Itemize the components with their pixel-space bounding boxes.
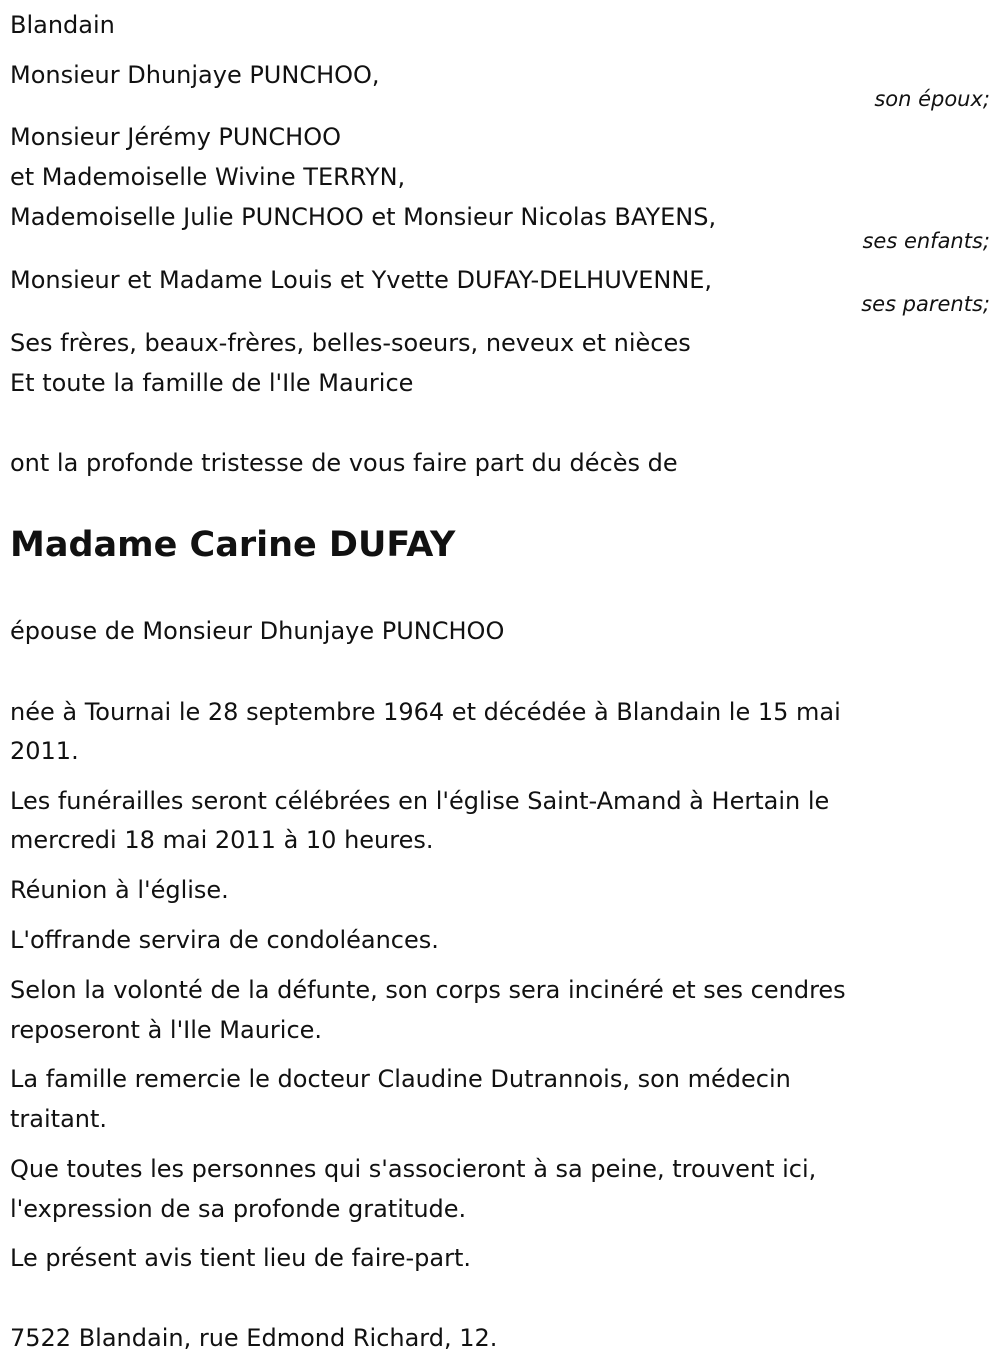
relation-label: ses enfants; <box>862 229 990 253</box>
paragraph-line: traitant. <box>10 1105 108 1133</box>
paragraph-line: L'offrande servira de condoléances. <box>10 926 439 954</box>
paragraph-line: l'expression de sa profonde gratitude. <box>10 1195 467 1223</box>
family-line: Monsieur Dhunjaye PUNCHOO, <box>10 61 380 89</box>
paragraph-line: 2011. <box>10 737 79 765</box>
paragraph-line: née à Tournai le 28 septembre 1964 et décédée à Blandain le 15 mai <box>10 698 841 726</box>
others-line: Ses frères, beaux-frères, belles-soeurs, neveux et nièces <box>10 329 691 357</box>
others-line: Et toute la famille de l'Ile Maurice <box>10 369 414 397</box>
paragraph-line: Le présent avis tient lieu de faire-part. <box>10 1244 472 1272</box>
relation-label: ses parents; <box>861 292 990 316</box>
family-line: Monsieur Jérémy PUNCHOO <box>10 123 341 151</box>
paragraph-line: Que toutes les personnes qui s'associeront à sa peine, trouvent ici, <box>10 1155 817 1183</box>
family-line: et Mademoiselle Wivine TERRYN, <box>10 163 406 191</box>
announcement: ont la profonde tristesse de vous faire part du décès de <box>10 449 678 477</box>
deceased-name: Madame Carine DUFAY <box>10 525 456 565</box>
address: 7522 Blandain, rue Edmond Richard, 12. <box>10 1324 498 1352</box>
family-line: Mademoiselle Julie PUNCHOO et Monsieur Nicolas BAYENS, <box>10 203 717 231</box>
paragraph-line: Réunion à l'église. <box>10 876 229 904</box>
spouse-line: épouse de Monsieur Dhunjaye PUNCHOO <box>10 617 505 645</box>
paragraph-line: reposeront à l'Ile Maurice. <box>10 1016 323 1044</box>
paragraph-line: Les funérailles seront célébrées en l'église Saint-Amand à Hertain le <box>10 787 830 815</box>
relation-label: son époux; <box>874 87 990 111</box>
paragraph-line: La famille remercie le docteur Claudine Dutrannois, son médecin <box>10 1065 791 1093</box>
place: Blandain <box>10 11 115 39</box>
paragraph-line: Selon la volonté de la défunte, son corps sera incinéré et ses cendres <box>10 976 846 1004</box>
paragraph-line: mercredi 18 mai 2011 à 10 heures. <box>10 826 434 854</box>
family-line: Monsieur et Madame Louis et Yvette DUFAY-DELHUVENNE, <box>10 266 713 294</box>
